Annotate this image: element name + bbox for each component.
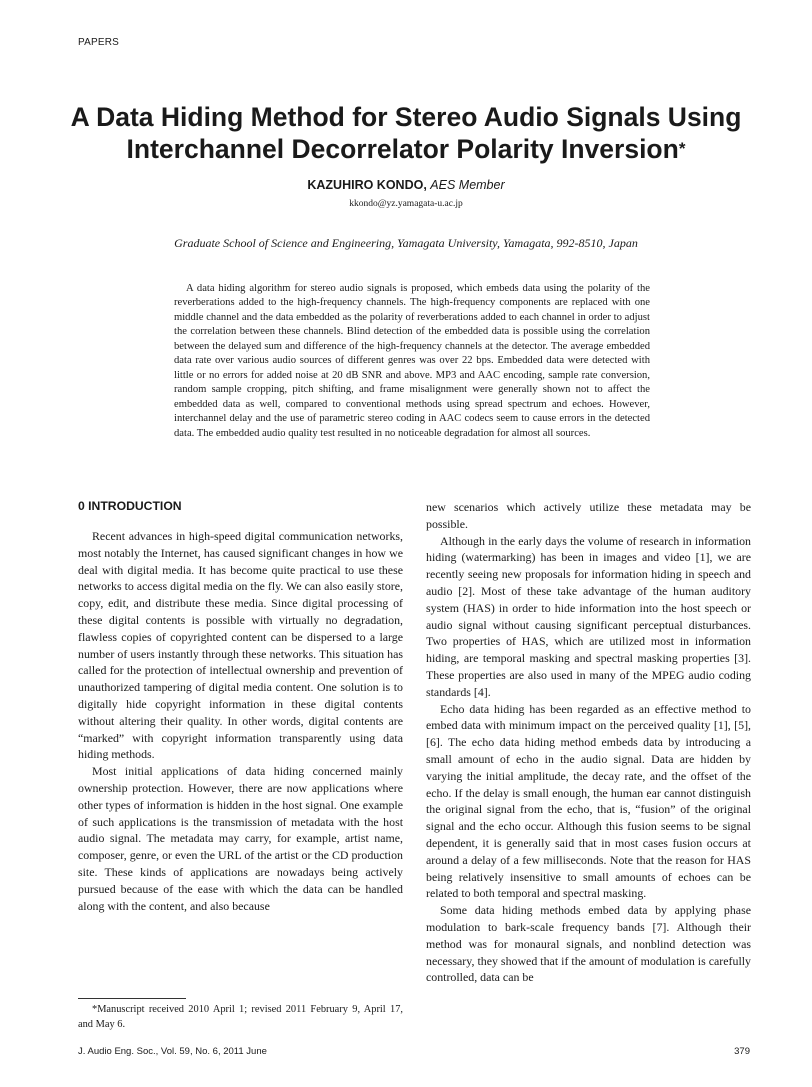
paragraph: Most initial applications of data hiding concerned mainly ownership protection. However, there are now applications where other types of information is hidden in the host signal. One example of such applications is the transmission of metadata with the host audio signal. The metadata may carry, for example, artist name, composer, genre, or even the URL of the artist or the CD production site. These kinds of applications are nowadays being actively pursued because of the ease with which the data can be handled along with the content, and also because bbox=[78, 764, 403, 913]
title-text: A Data Hiding Method for Stereo Audio Signals Using Interchannel Decorrelator Polarity Inversion bbox=[70, 102, 742, 164]
running-header: PAPERS bbox=[78, 37, 120, 48]
footnote: *Manuscript received 2010 April 1; revised 2011 February 9, April 17, and May 6. bbox=[78, 1004, 403, 1030]
journal-citation: J. Audio Eng. Soc., Vol. 59, No. 6, 2011 June bbox=[78, 1046, 267, 1057]
abstract: A data hiding algorithm for stereo audio signals is proposed, which embeds data using the polarity of the reverberations added to the high-frequency channels. The high-frequency components are replaced with one middle channel and the data embedded as the polarity of reverberations added to each channel in order to adjust the correlation between these channels. Blind detection of the embedded data is possible using the correlation between the delayed sum and difference of the high-frequency channels at the detector. The average embedded data rate over various audio sources of different genres was over 22 bps. Embedded data were detected with little or no errors for added noise at 20 dB SNR and above. MP3 and AAC encoding, sample rate conversion, random sample cropping, pitch shifting, and frame misalignment were generally shown not to affect the embedded data as well, compared to conventional methods using spread spectrum and echoes. However, interchannel delay and the use of parametric stereo coding in AAC codecs seem to cause errors in the detected data. The embedded audio quality test resulted in no noticeable degradation for almost all sources. bbox=[174, 283, 650, 439]
paragraph: Some data hiding methods embed data by applying phase modulation to bark-scale frequency bands [7]. Although their method was for monaural signals, and nonblind detection was necessary, they showed that if the amount of modulation is carefully controlled, data can be bbox=[426, 903, 751, 985]
paragraph: Although in the early days the volume of research in information hiding (watermarking) has been in images and video [1], we are recently seeing new proposals for information hiding in speech and audio [2]. Most of these take advantage of the human auditory system (HAS) in order to hide information into the host speech or audio signal without causing significant perceptual disturbances. Two properties of HAS, which are utilized most in information hiding, are temporal masking and spectral masking properties [3]. These properties are also used in many of the MPEG audio coding standards [4]. bbox=[426, 533, 751, 699]
paragraph: new scenarios which actively utilize these metadata may be possible. bbox=[426, 500, 751, 531]
paragraph: Echo data hiding has been regarded as an effective method to embed data with minimum impact on the perceived quality [1], [5], [6]. The echo data hiding method embeds data by introducing a small amount of echo in the audio signal. Data are hidden by varying the initial amplitude, the decay rate, and the offset of the echo. If the delay is small enough, the human ear cannot distinguish the original signal from the echo, that is, “fusion” of the original signal and the echo occur. Although this fusion seems to be signal dependent, it is generally said that in most cases fusion occurs at around a delay of a few milliseconds. Note that the reason for HAS being relatively insensitive to small amounts of echoes can be related to both temporal and spectral masking. bbox=[426, 701, 751, 901]
title-footnote-marker: * bbox=[678, 139, 686, 158]
right-column bbox=[426, 499, 751, 986]
author-affiliation: Graduate School of Science and Engineering, Yamagata University, Yamagata, 992-8510, Japan bbox=[174, 236, 638, 250]
left-column bbox=[78, 498, 403, 914]
author-email: kkondo@yz.yamagata-u.ac.jp bbox=[349, 199, 463, 209]
footnote-divider bbox=[78, 998, 186, 999]
author-line bbox=[0, 178, 812, 192]
section-heading: 0 INTRODUCTION bbox=[78, 499, 182, 513]
author-membership: AES Member bbox=[430, 178, 505, 192]
author-name: KAZUHIRO KONDO, bbox=[307, 178, 427, 192]
paper-title bbox=[40, 101, 772, 169]
page-number: 379 bbox=[734, 1046, 750, 1057]
paragraph: Recent advances in high-speed digital communication networks, most notably the Internet, has caused significant changes in how we deal with digital media. It has become quite practical to use these networks to access digital media on the fly. We can also easily store, copy, edit, and distribute these media. Since digital processing of these digital contents is possible with virtually no degradation, flawless copies of copyrighted content can be dispersed to a large number of users instantly through these networks. This situation has called for the protection of intellectual ownership and prevention of unauthorized tampering of digital media content. One solution is to digitally hide copyright information in these digital contents without altering their quality. In other words, digital contents are “marked” with copyright information transparently using data hiding methods. bbox=[78, 529, 403, 762]
